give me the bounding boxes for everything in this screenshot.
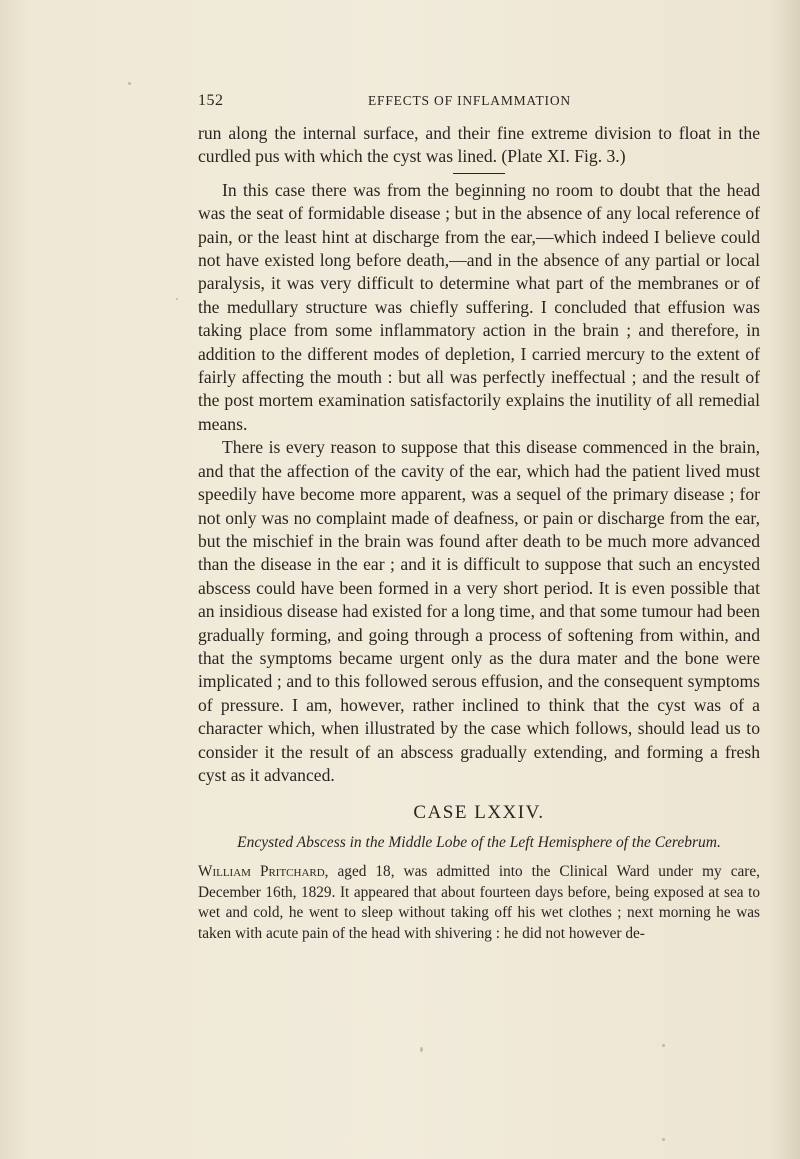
paragraph: In this case there was from the beginning no room to doubt that the head was the seat of formidable disease ; but in the absence of any local reference of pain, or the least hint at discharge from the ear,—which indeed I believe could not have existed long before death,—and in the absence of any partial or local paralysis, it was very difficult to determine what part of the membranes or of the medullary structure was chiefly suffering. I concluded that effusion was taking place from some inflammatory action in the brain ; and therefore, in addition to the different modes of depletion, I carried mercury to the extent of fairly affecting the mouth : but all was perfectly ineffectual ; and the result of the post mortem examination satisfactorily explains the inutility of all remedial means.: [198, 179, 760, 434]
page-number: 152: [198, 92, 224, 109]
case-title: CASE LXXIV.: [413, 802, 545, 824]
paragraph: There is every reason to suppose that this disease commenced in the brain, and that the affection of the cavity of the ear, which had the patient lived must speedily have become more apparent, was a sequel of the primary disease ; for not only was no complaint made of deafness, or pain or discharge from the ear, but the mischief in the brain was found after death to be much more advanced than the disease in the ear ; and it is difficult to suppose that such an encysted abscess could have been formed in a very short period. It is even possible that an insidious disease had existed for a long time, and that some tumour had been gradually forming, and going through a process of softening from within, and that the symptoms became urgent only as the dura mater and the bone were implicated ; and to this followed serous effusion, and the consequent symptoms of pressure. I am, however, rather inclined to think that the cyst was of a character which, when illustrated by the case which follows, should lead us to consider it the result of an abscess gradually extending, and forming a fresh cyst as it advanced.: [198, 437, 760, 785]
body-text: [198, 122, 760, 944]
paper-speck: [420, 1047, 423, 1052]
running-head: EFFECTS OF INFLAMMATION: [368, 93, 571, 108]
paper-speck: [662, 1044, 665, 1047]
paper-speck: [176, 298, 178, 300]
page-header: [198, 92, 758, 114]
paragraph-continuation: run along the internal surface, and their fine extreme division to float in the curdled pus with which the cyst was lined. (Plate XI. Fig. 3.): [198, 123, 760, 167]
case-text: [198, 862, 760, 944]
paper-speck: [128, 82, 131, 85]
section-divider: [453, 173, 505, 174]
patient-name: William Pritchard,: [198, 863, 329, 881]
paper-speck: [662, 1138, 665, 1141]
case-subtitle: Encysted Abscess in the Middle Lobe of the Left Hemisphere of the Cerebrum.: [237, 833, 721, 851]
case-body: aged 18, was admitted into the Clinical Ward under my care, December 16th, 1829. It appeared that about fourteen days before, being exposed at sea to wet and cold, he went to sleep without taking off his wet clothes ; next morning he was taken with acute pain of the head with shivering : he did not however de-: [198, 863, 760, 942]
